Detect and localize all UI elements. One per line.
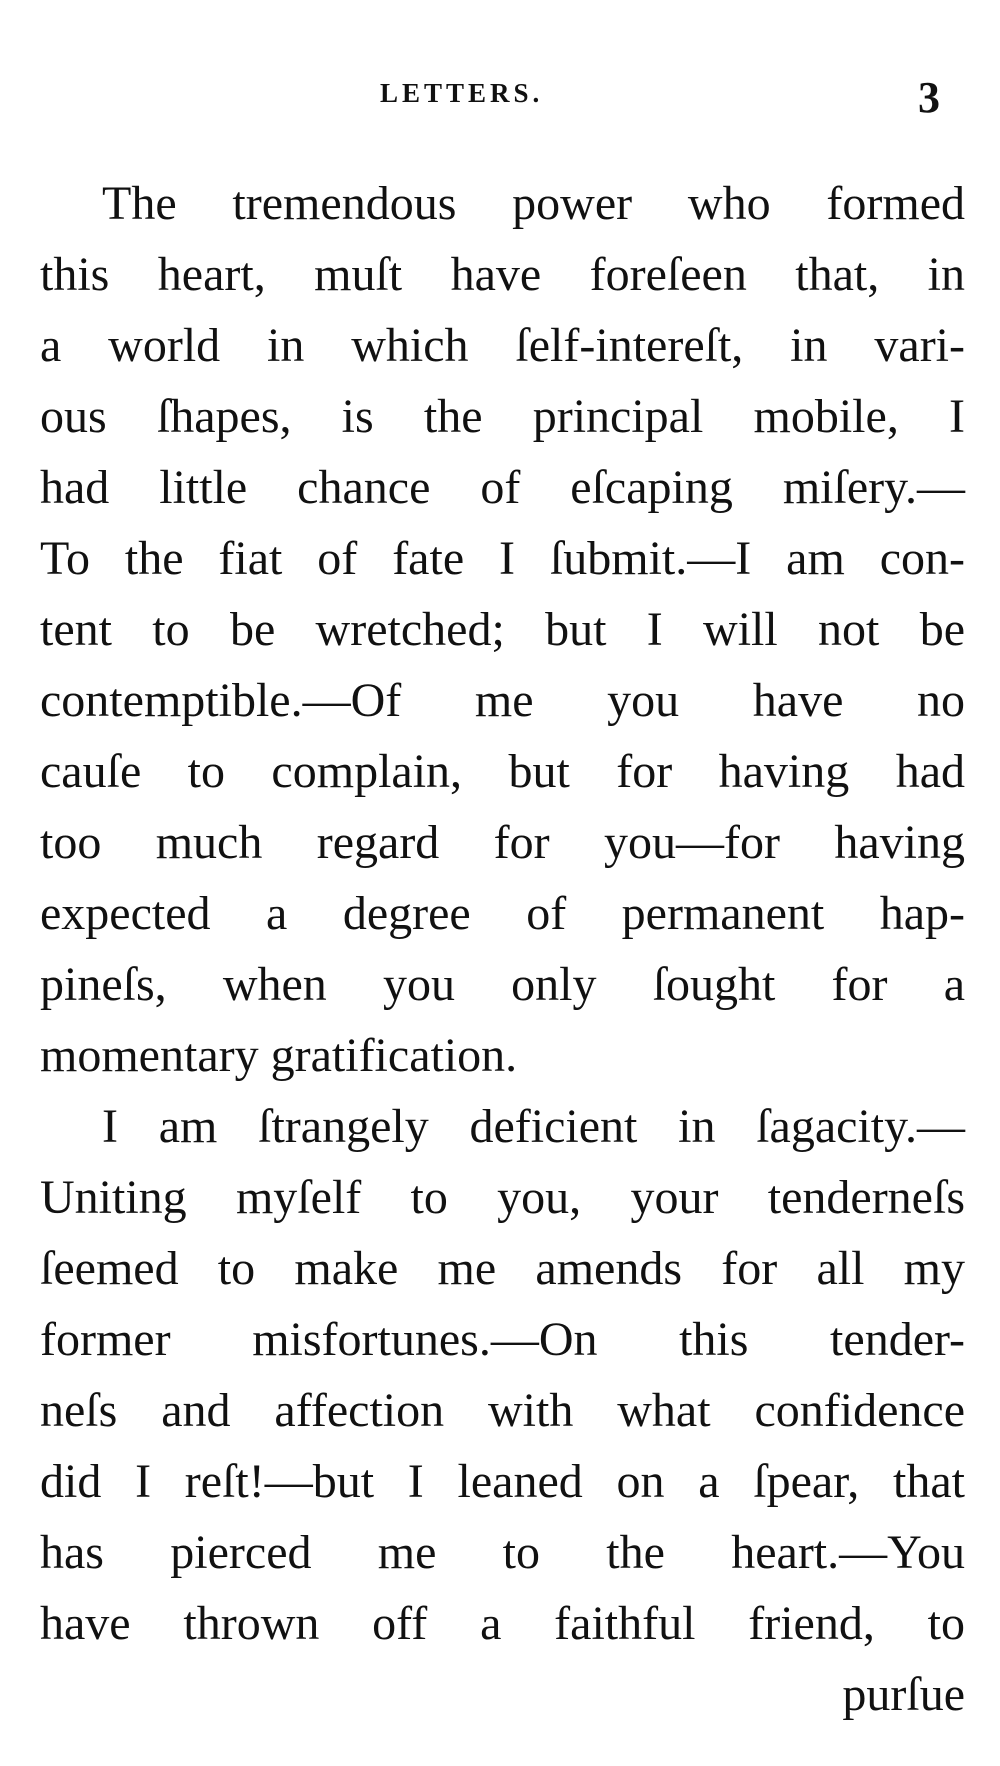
text-line: did I reſt!—but I leaned on a ſpear, that (40, 1455, 965, 1508)
text-line: I am ſtrangely deficient in ſagacity.— (102, 1100, 965, 1153)
catchword: purſue (842, 1668, 965, 1721)
text-line: neſs and affection with what confidence (40, 1384, 965, 1437)
running-head (0, 73, 1000, 122)
text-line: former misfortunes.—On this tender- (40, 1313, 965, 1366)
text-line: expected a degree of permanent hap- (40, 887, 965, 940)
text-line: Uniting myſelf to you, your tenderneſs (40, 1171, 965, 1224)
text-line: To the fiat of fate I ſubmit.—I am con- (40, 532, 965, 585)
page-number: 3 (918, 73, 940, 122)
text-line: had little chance of eſcaping miſery.— (40, 461, 965, 514)
body-text (40, 168, 965, 1730)
text-line: pineſs, when you only ſought for a (40, 958, 965, 1011)
text-line: contemptible.—Of me you have no (40, 674, 965, 727)
text-line: a world in which ſelf-intereſt, in vari- (40, 319, 965, 372)
running-title: LETTERS. (380, 78, 544, 108)
text-line: this heart, muſt have foreſeen that, in (40, 248, 965, 301)
text-line: cauſe to complain, but for having had (40, 745, 965, 798)
text-line: tent to be wretched; but I will not be (40, 603, 965, 656)
text-line: The tremendous power who formed (102, 177, 965, 230)
text-line: have thrown off a faithful friend, to (40, 1597, 965, 1650)
text-line: ous ſhapes, is the principal mobile, I (40, 390, 965, 443)
text-line: momentary gratification. (40, 1029, 518, 1082)
text-line: has pierced me to the heart.—You (40, 1526, 965, 1579)
text-line: ſeemed to make me amends for all my (40, 1242, 965, 1295)
text-line: too much regard for you—for having (40, 816, 965, 869)
